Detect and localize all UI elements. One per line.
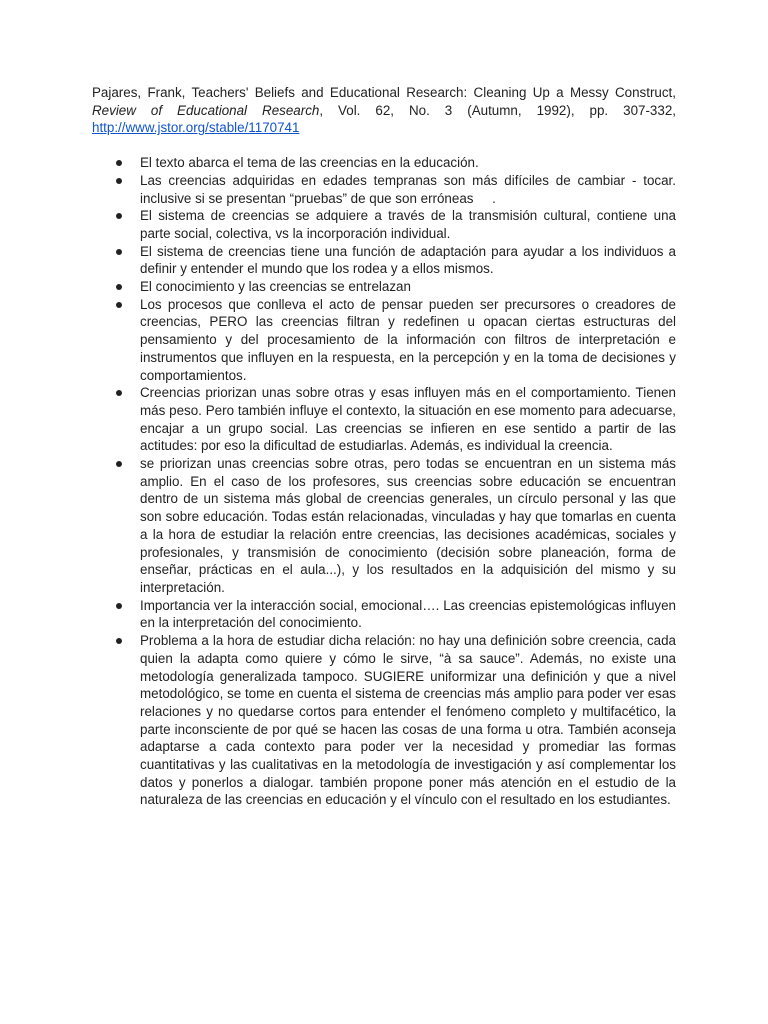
list-item	[92, 154, 676, 172]
bullet-icon	[116, 302, 122, 308]
document-page	[92, 84, 676, 809]
bullet-icon	[116, 390, 122, 396]
bullet-icon	[116, 461, 122, 467]
list-item-text: se priorizan unas creencias sobre otras, pero todas se encuentran en un sistema más amplio. En el caso de los profesores, sus creencias sobre educación se encuentran dentro de un sistema más global de creencias generales, un círculo personal y las que son sobre educación. Todas están relacionadas, vinculadas y hay que tomarlas en cuenta a la hora de estudiar la relación entre creencias, las decisiones académicas, sociales y profesionales, y transmisión de conocimiento (decisión sobre planeación, forma de enseñar, prácticas en el aula...), y los resultados en la adquisición del mismo y su interpretación.	[140, 456, 676, 595]
list-item-text: Las creencias adquiridas en edades tempranas son más difíciles de cambiar - tocar. inclusive si se presentan “pruebas” de que son erróneas .	[140, 172, 676, 206]
citation-journal: Review of Educational Research	[92, 102, 320, 118]
list-item	[92, 243, 676, 278]
list-item-text: El sistema de creencias tiene una función de adaptación para ayudar a los individuos a definir y entender el mundo que los rodea y a ellos mismos.	[140, 243, 676, 277]
bullet-icon	[116, 603, 122, 609]
list-item-text: El conocimiento y las creencias se entrelazan	[140, 279, 411, 295]
list-item	[92, 597, 676, 632]
list-item	[92, 632, 676, 809]
list-item	[92, 278, 676, 296]
list-item-text: Problema a la hora de estudiar dicha relación: no hay una definición sobre creencia, cada quien la adapta como quiere y cómo le sirve, “à sa sauce”. Además, no existe una metodología generalizada tampoco. SUGIERE uniformizar una definición y que a nivel metodológico, se tome en cuenta el sistema de creencias más amplio para poder ver esas relaciones y no quedarse cortos para entender el fenómeno completo y multifacético, la parte inconsciente de por qué se hacen las cosas de una forma u otra. También aconseja adaptarse a cada contexto para poder ver la necesidad y promediar las formas cuantitativas y las cualitativas en la metodología de investigación y así complementar los datos y ponerlos a dialogar. también propone poner más atención en el estudio de la naturaleza de las creencias en educación y el vínculo con el resultado en los estudiantes.	[140, 633, 676, 808]
bullet-icon	[116, 638, 122, 644]
list-item	[92, 172, 676, 207]
citation-details: , Vol. 62, No. 3 (Autumn, 1992), pp. 307-332,	[319, 102, 676, 118]
list-item	[92, 455, 676, 597]
list-item-text: Creencias priorizan unas sobre otras y esas influyen más en el comportamiento. Tienen más peso. Pero también influye el contexto, la situación en ese momento para adecuarse, encajar a un grupo social. Las creencias se infieren en ese sentido a partir de las actitudes: por eso la dificultad de estudiarlas. Además, es individual la creencia.	[140, 385, 676, 454]
list-item-text: El texto abarca el tema de las creencias en la educación.	[140, 155, 479, 171]
citation	[92, 84, 676, 137]
bullet-icon	[116, 249, 122, 255]
bullet-list	[92, 154, 676, 809]
citation-authors-title: Pajares, Frank, Teachers' Beliefs and Educational Research: Cleaning Up a Messy Construct,	[92, 85, 676, 100]
bullet-icon	[116, 160, 122, 166]
list-item-text: Importancia ver la interacción social, emocional…. Las creencias epistemológicas influyen en la interpretación del conocimiento.	[140, 597, 676, 631]
list-item-text: El sistema de creencias se adquiere a través de la transmisión cultural, contiene una parte social, colectiva, vs la incorporación individual.	[140, 208, 676, 241]
bullet-icon	[116, 213, 122, 219]
list-item	[92, 207, 676, 242]
citation-link[interactable]: http://www.jstor.org/stable/1170741	[92, 120, 300, 136]
list-item	[92, 384, 676, 455]
list-item	[92, 296, 676, 385]
bullet-icon	[116, 178, 122, 184]
bullet-icon	[116, 284, 122, 290]
list-item-text: Los procesos que conlleva el acto de pensar pueden ser precursores o creadores de creencias, PERO las creencias filtran y redefinen u opacan ciertas estructuras del pensamiento y del procesamiento de la información con filtros de interpretación e instrumentos que influyen en la respuesta, en la percepción y en la toma de decisiones y comportamientos.	[140, 296, 676, 383]
